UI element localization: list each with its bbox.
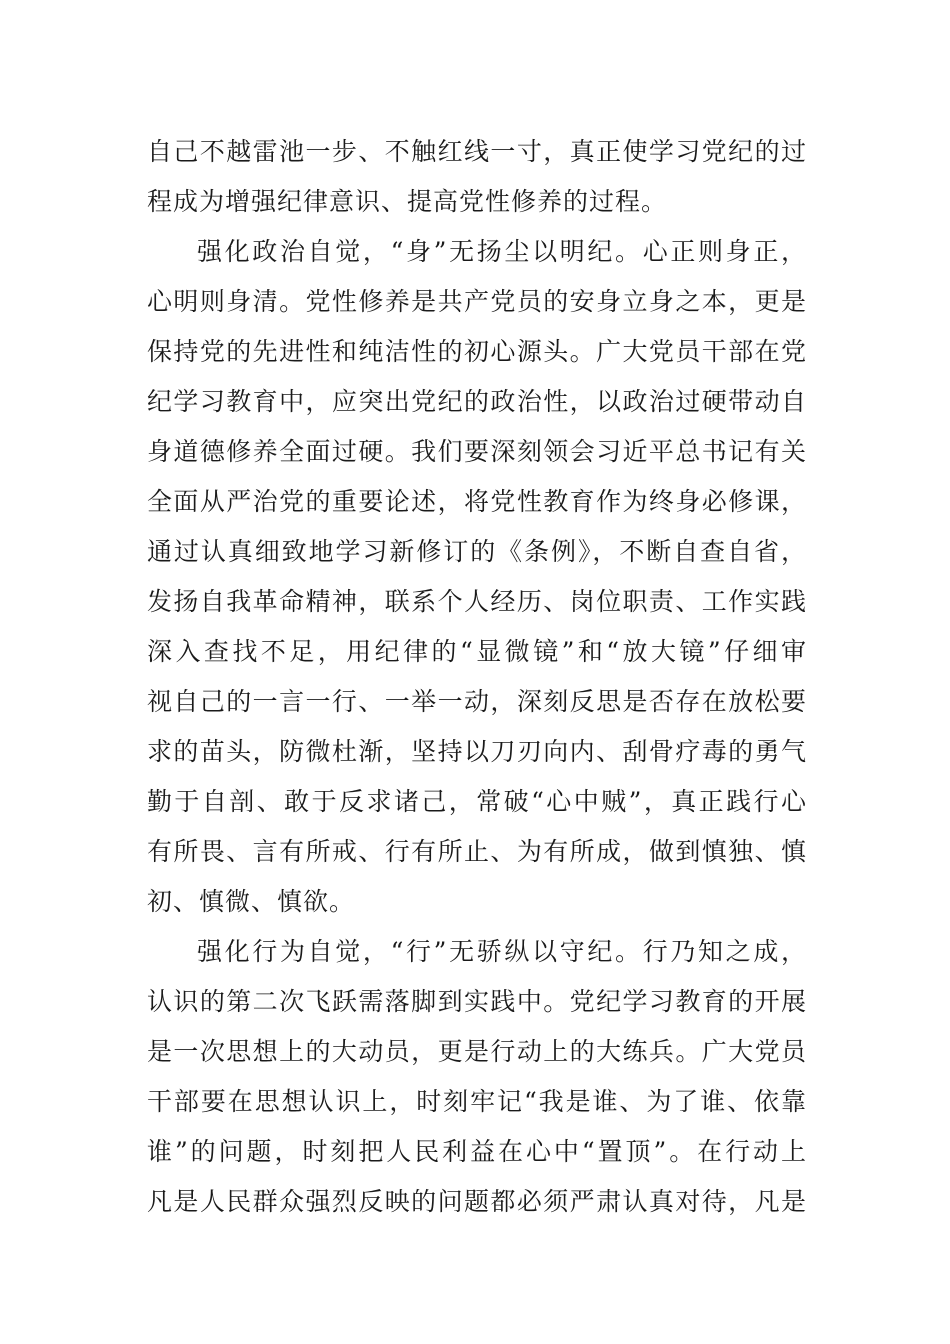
text-line: 保持党的先进性和纯洁性的初心源头。广大党员干部在党 [147,337,807,366]
text-line: 求的苗头，防微杜渐，坚持以刀刃向内、刮骨疗毒的勇气 [147,737,807,766]
text-line: 程成为增强纪律意识、提高党性修养的过程。 [147,187,668,216]
text-line: 认识的第二次飞跃需落脚到实践中。党纪学习教育的开展 [147,987,807,1016]
text-line: 自己不越雷池一步、不触红线一寸，真正使学习党纪的过 [147,137,807,166]
text-line: 干部要在思想认识上，时刻牢记“我是谁、为了谁、依靠 [147,1087,807,1116]
text-line: 凡是人民群众强烈反映的问题都必须严肃认真对待，凡是 [147,1187,807,1216]
text-line: 通过认真细致地学习新修订的《条例》，不断自查自省， [147,537,807,566]
text-line: 全面从严治党的重要论述，将党性教育作为终身必修课， [147,487,807,516]
text-line: 勤于自剖、敢于反求诸己，常破“心中贼”，真正践行心 [147,787,807,816]
text-line: 谁”的问题，时刻把人民利益在心中“置顶”。在行动上 [147,1137,807,1166]
text-line: 视自己的一言一行、一举一动，深刻反思是否存在放松要 [147,687,807,716]
text-line: 深入查找不足，用纪律的“显微镜”和“放大镜”仔细审 [147,637,807,666]
text-line: 发扬自我革命精神，联系个人经历、岗位职责、工作实践 [147,587,807,616]
paragraph-heading-behavior: 强化行为自觉，“行”无骄纵以守纪。行乃知之成， [197,937,807,966]
text-line: 心明则身清。党性修养是共产党员的安身立身之本，更是 [147,287,807,316]
text-line: 初、慎微、慎欲。 [147,887,356,916]
text-line: 身道德修养全面过硬。我们要深刻领会习近平总书记有关 [147,437,807,466]
text-line: 是一次思想上的大动员，更是行动上的大练兵。广大党员 [147,1037,807,1066]
paragraph-heading-political: 强化政治自觉，“身”无扬尘以明纪。心正则身正， [197,237,807,266]
text-line: 有所畏、言有所戒、行有所止、为有所成，做到慎独、慎 [147,837,807,866]
text-line: 纪学习教育中，应突出党纪的政治性，以政治过硬带动自 [147,387,807,416]
